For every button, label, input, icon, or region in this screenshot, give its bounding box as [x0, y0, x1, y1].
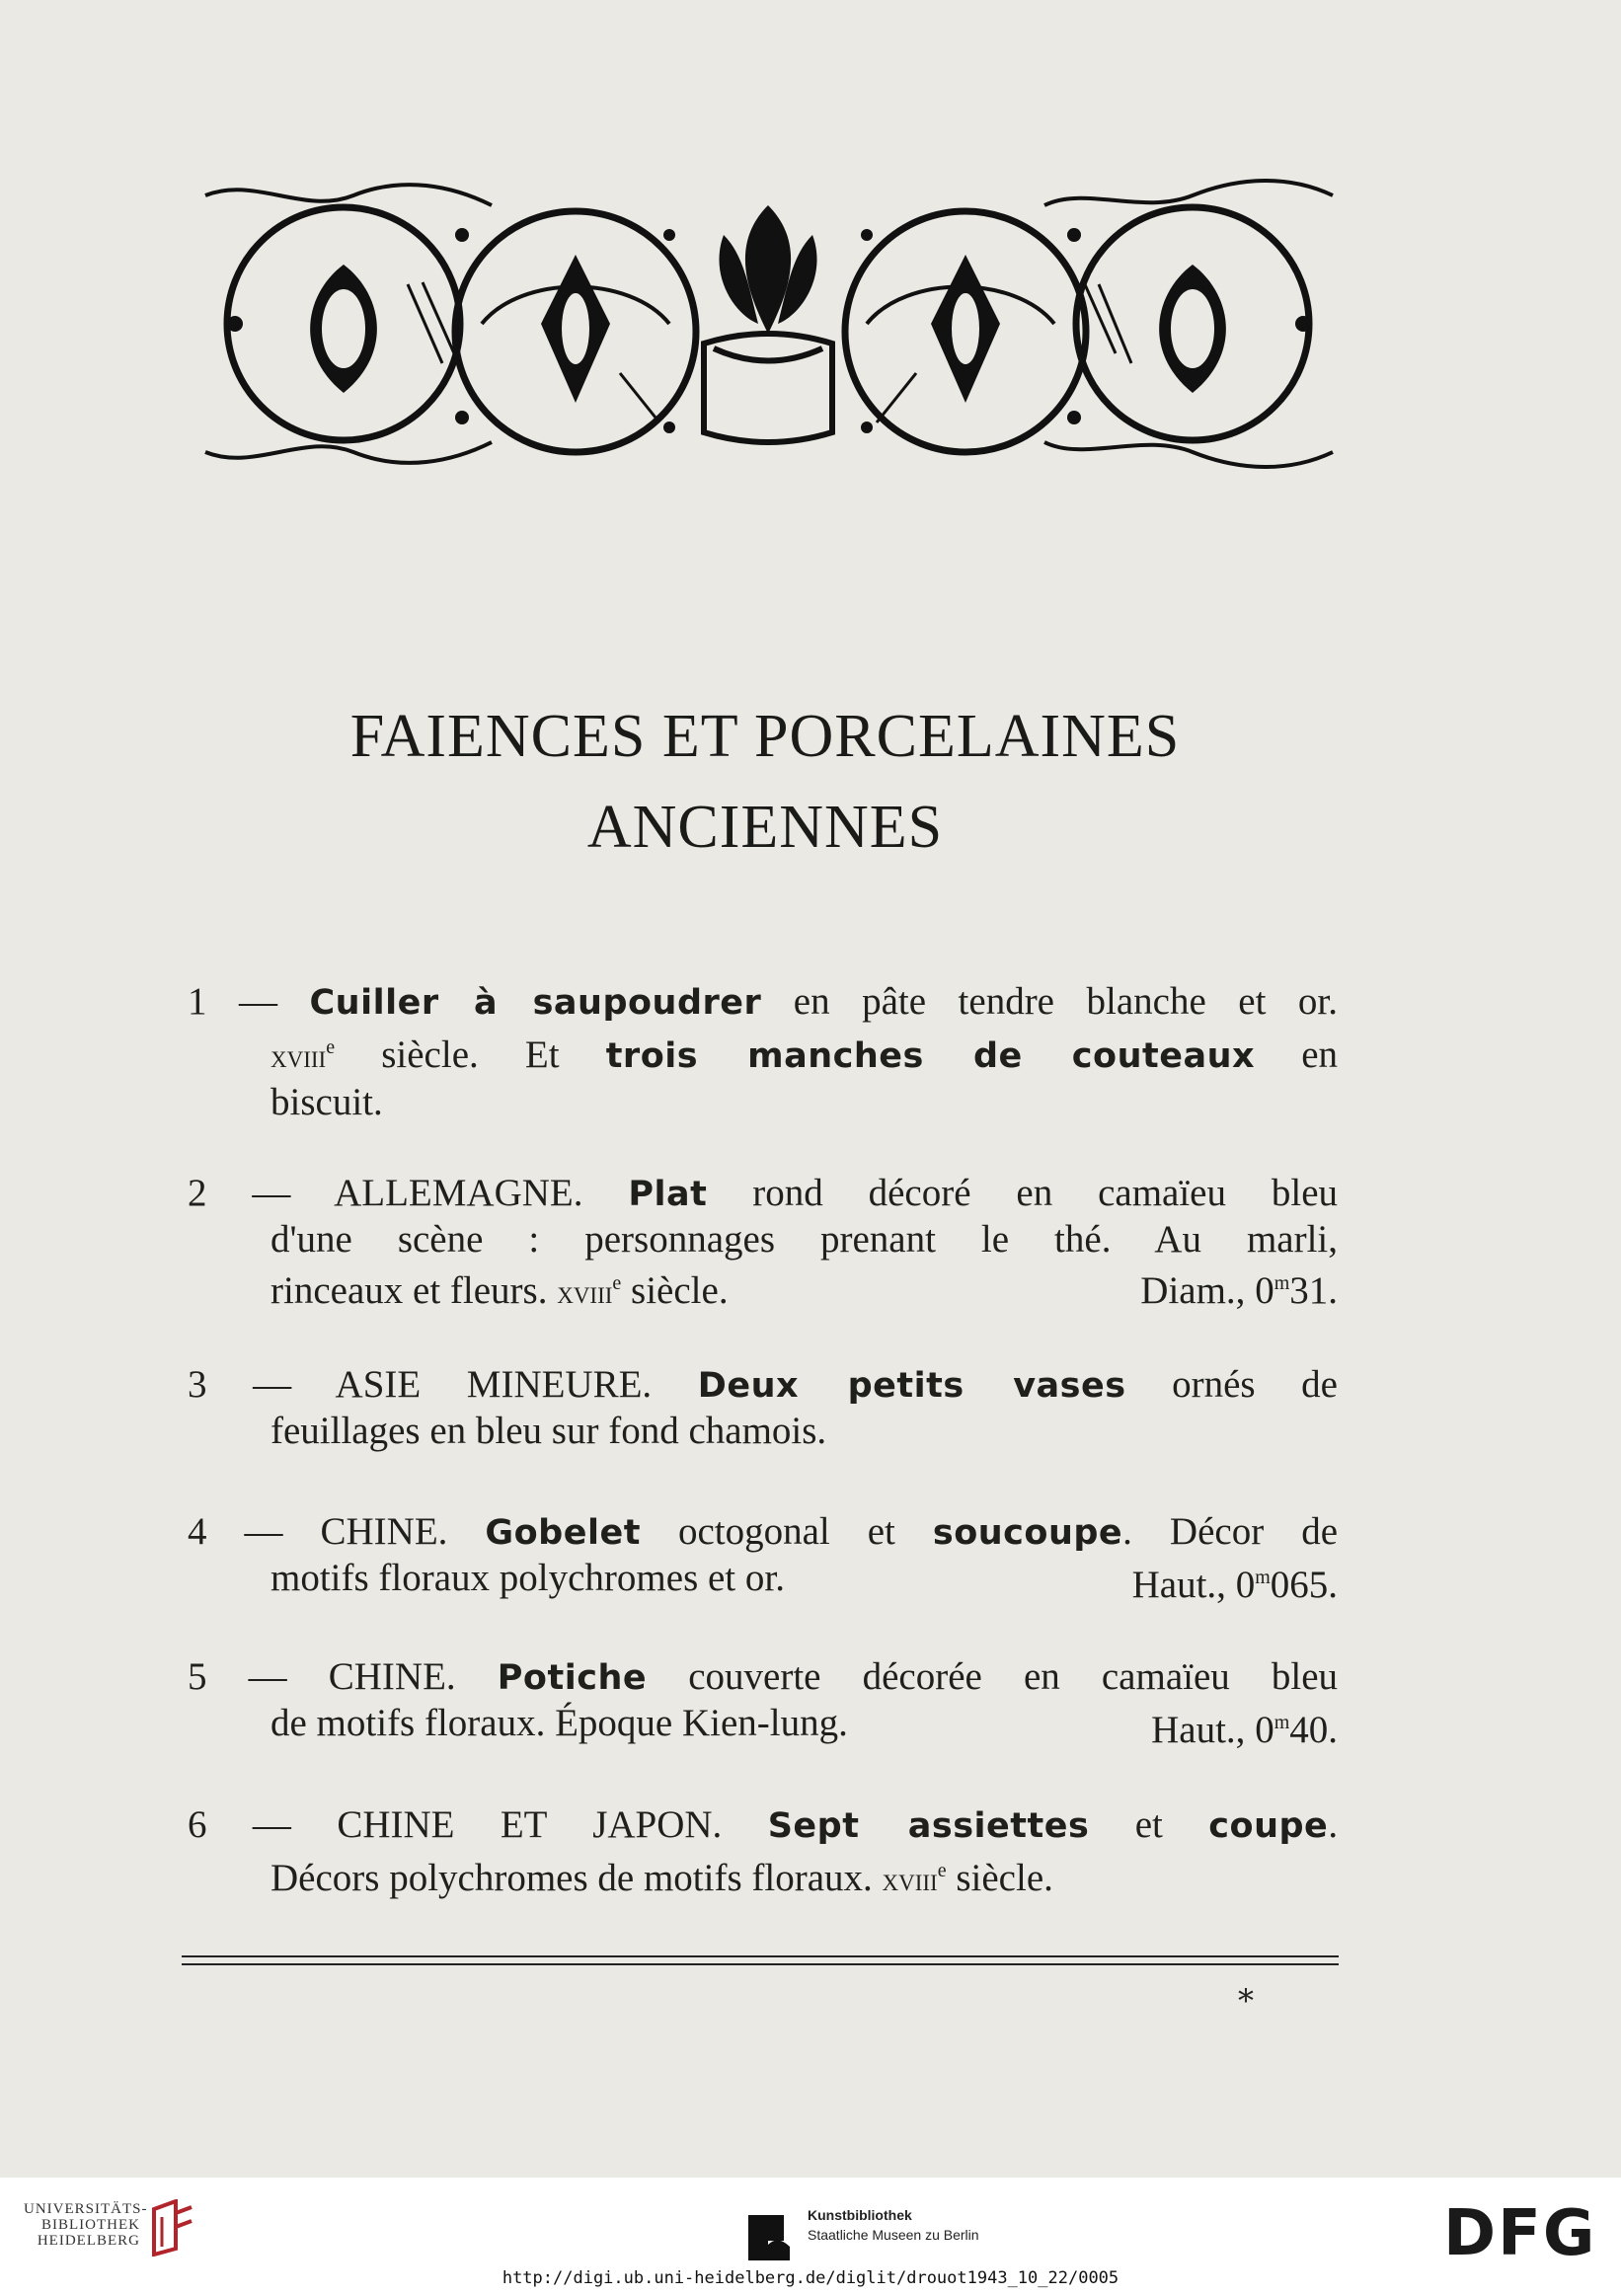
- entry-item-name: Gobelet: [485, 1513, 641, 1553]
- entry-line: feuillages en bleu sur fond chamois.: [270, 1410, 827, 1452]
- catalogue-entry-3: [188, 1362, 1338, 1453]
- entry-number: 6: [188, 1803, 207, 1846]
- measure-label: Diam.,: [1140, 1269, 1246, 1312]
- entry-origin: CHINE.: [320, 1510, 448, 1553]
- entry-line: [188, 1362, 1338, 1409]
- measure-decimal: 065.: [1270, 1564, 1338, 1606]
- entry-item-name: Cuiller à saupoudrer: [309, 983, 762, 1023]
- entry-text: octogonal et: [677, 1510, 895, 1553]
- measure-decimal: 31.: [1289, 1269, 1338, 1312]
- measure-unit: m: [1274, 1272, 1290, 1294]
- entry-line: [270, 1701, 1338, 1751]
- catalogue-entry-6: [188, 1802, 1338, 1903]
- entry-continuation: [188, 1026, 1338, 1124]
- source-url[interactable]: http://digi.ub.uni-heidelberg.de/diglit/drouot1943_10_22/0005: [502, 2268, 1119, 2288]
- entry-dash: —: [244, 1510, 283, 1553]
- entry-continuation: [188, 1217, 1338, 1316]
- entry-continuation: [188, 1409, 1338, 1453]
- floral-woodcut-headpiece-icon: [195, 176, 1343, 472]
- entry-text: en pâte tendre blanche et or.: [793, 980, 1338, 1023]
- heidelberg-library-name: [24, 2201, 148, 2249]
- measure-integer: 0: [1255, 1269, 1274, 1312]
- entry-item-name: trois manches de couteaux: [605, 1036, 1256, 1076]
- century-numeral: xviii: [557, 1275, 613, 1311]
- entry-number: 3: [188, 1363, 207, 1406]
- measure-integer: 0: [1255, 1709, 1274, 1751]
- entry-text: rinceaux et fleurs.: [270, 1269, 548, 1312]
- entry-measurement: [1151, 1701, 1338, 1752]
- title-line-1: FAIENCES ET PORCELAINES: [349, 703, 1181, 770]
- double-rule-bottom: [182, 1963, 1339, 1965]
- entry-text: siècle. Et: [381, 1033, 560, 1076]
- entry-origin: CHINE ET JAPON.: [337, 1803, 723, 1846]
- kunstbibliothek-title: Kunstbibliothek: [808, 2207, 912, 2223]
- asterisk-mark: *: [1238, 1982, 1254, 2020]
- catalogue-entry-2: [188, 1171, 1338, 1316]
- page-title: [0, 691, 1530, 873]
- entry-dash: —: [248, 1655, 287, 1698]
- entry-item-name: coupe: [1208, 1806, 1329, 1846]
- entry-text: Décors polychromes de motifs floraux.: [270, 1857, 873, 1899]
- kunstbibliothek-subtitle: Staatliche Museen zu Berlin: [808, 2227, 979, 2243]
- entry-text: de motifs floraux. Époque Kien-lung.: [270, 1702, 848, 1744]
- entry-text: motifs floraux polychromes et or.: [270, 1557, 785, 1599]
- measure-decimal: 40.: [1289, 1709, 1338, 1751]
- kunstbibliothek-name: [808, 2205, 979, 2245]
- double-rule-top: [182, 1955, 1339, 1957]
- entry-origin: CHINE.: [328, 1655, 456, 1698]
- entry-item-name: Sept assiettes: [767, 1806, 1090, 1846]
- catalogue-entry-1: [188, 979, 1338, 1124]
- entry-text: siècle.: [956, 1857, 1053, 1899]
- entry-line: [270, 1556, 1338, 1606]
- measure-unit: m: [1274, 1712, 1290, 1733]
- entry-number: 1: [188, 980, 207, 1023]
- entry-item-name: Plat: [628, 1175, 708, 1214]
- entry-item-name: Deux petits vases: [697, 1366, 1126, 1406]
- entry-measurement: [1132, 1556, 1338, 1607]
- entry-line: [270, 1849, 1338, 1903]
- measure-unit: m: [1255, 1567, 1271, 1588]
- entry-text: couverte décorée en camaïeu bleu: [688, 1655, 1339, 1698]
- entry-line: [188, 979, 1338, 1026]
- library-name-line: UNIVERSITÄTS-: [24, 2201, 148, 2217]
- entry-line: [270, 1262, 1338, 1316]
- measure-label: Haut.,: [1131, 1564, 1226, 1606]
- catalogue-entry-5: [188, 1654, 1338, 1752]
- century-suffix: e: [326, 1036, 336, 1058]
- entry-dash: —: [239, 980, 277, 1023]
- century-suffix: e: [612, 1272, 622, 1294]
- entry-line: [188, 1171, 1338, 1217]
- entry-text: et: [1134, 1803, 1163, 1846]
- entry-line: [188, 1654, 1338, 1701]
- kunstbibliothek-logo-icon[interactable]: [744, 2211, 798, 2264]
- entry-text: rond décoré en camaïeu bleu: [752, 1172, 1339, 1214]
- library-name-line: HEIDELBERG: [37, 2233, 140, 2249]
- measure-label: Haut.,: [1151, 1709, 1246, 1751]
- entry-dash: —: [252, 1172, 291, 1214]
- entry-line: [188, 1509, 1338, 1556]
- heidelberg-library-logo-icon[interactable]: [146, 2199, 195, 2257]
- entry-measurement: [1140, 1262, 1338, 1313]
- entry-text: en: [1301, 1033, 1339, 1076]
- entry-line: [188, 1802, 1338, 1849]
- entry-text: siècle.: [631, 1269, 729, 1312]
- entry-continuation: [188, 1556, 1338, 1606]
- entry-line: [270, 1026, 1338, 1080]
- measure-integer: 0: [1235, 1564, 1256, 1606]
- entry-number: 4: [188, 1510, 207, 1553]
- entry-item-name: soucoupe: [932, 1513, 1123, 1553]
- entry-text: ornés de: [1172, 1363, 1338, 1406]
- entry-line: biscuit.: [270, 1081, 383, 1123]
- entry-origin: ALLEMAGNE.: [334, 1172, 583, 1214]
- catalogue-entry-4: [188, 1509, 1338, 1607]
- entry-dash: —: [253, 1363, 292, 1406]
- entry-continuation: [188, 1849, 1338, 1903]
- library-name-line: BIBLIOTHEK: [41, 2217, 140, 2233]
- entry-dash: —: [252, 1803, 291, 1846]
- entry-number: 5: [188, 1655, 207, 1698]
- entry-number: 2: [188, 1172, 207, 1214]
- century-numeral: xviii: [270, 1039, 327, 1075]
- dfg-logo[interactable]: DFG: [1443, 2197, 1597, 2270]
- century-numeral: xviii: [882, 1863, 938, 1898]
- entry-item-name: Potiche: [497, 1658, 648, 1698]
- century-suffix: e: [937, 1860, 947, 1881]
- entry-text: .: [1328, 1803, 1339, 1846]
- entry-text: . Décor de: [1122, 1510, 1338, 1553]
- title-line-2: ANCIENNES: [586, 794, 944, 861]
- entry-continuation: [188, 1701, 1338, 1751]
- entry-line: d'une scène : personnages prenant le thé. Au marli,: [270, 1218, 1338, 1261]
- entry-origin: ASIE MINEURE.: [335, 1363, 653, 1406]
